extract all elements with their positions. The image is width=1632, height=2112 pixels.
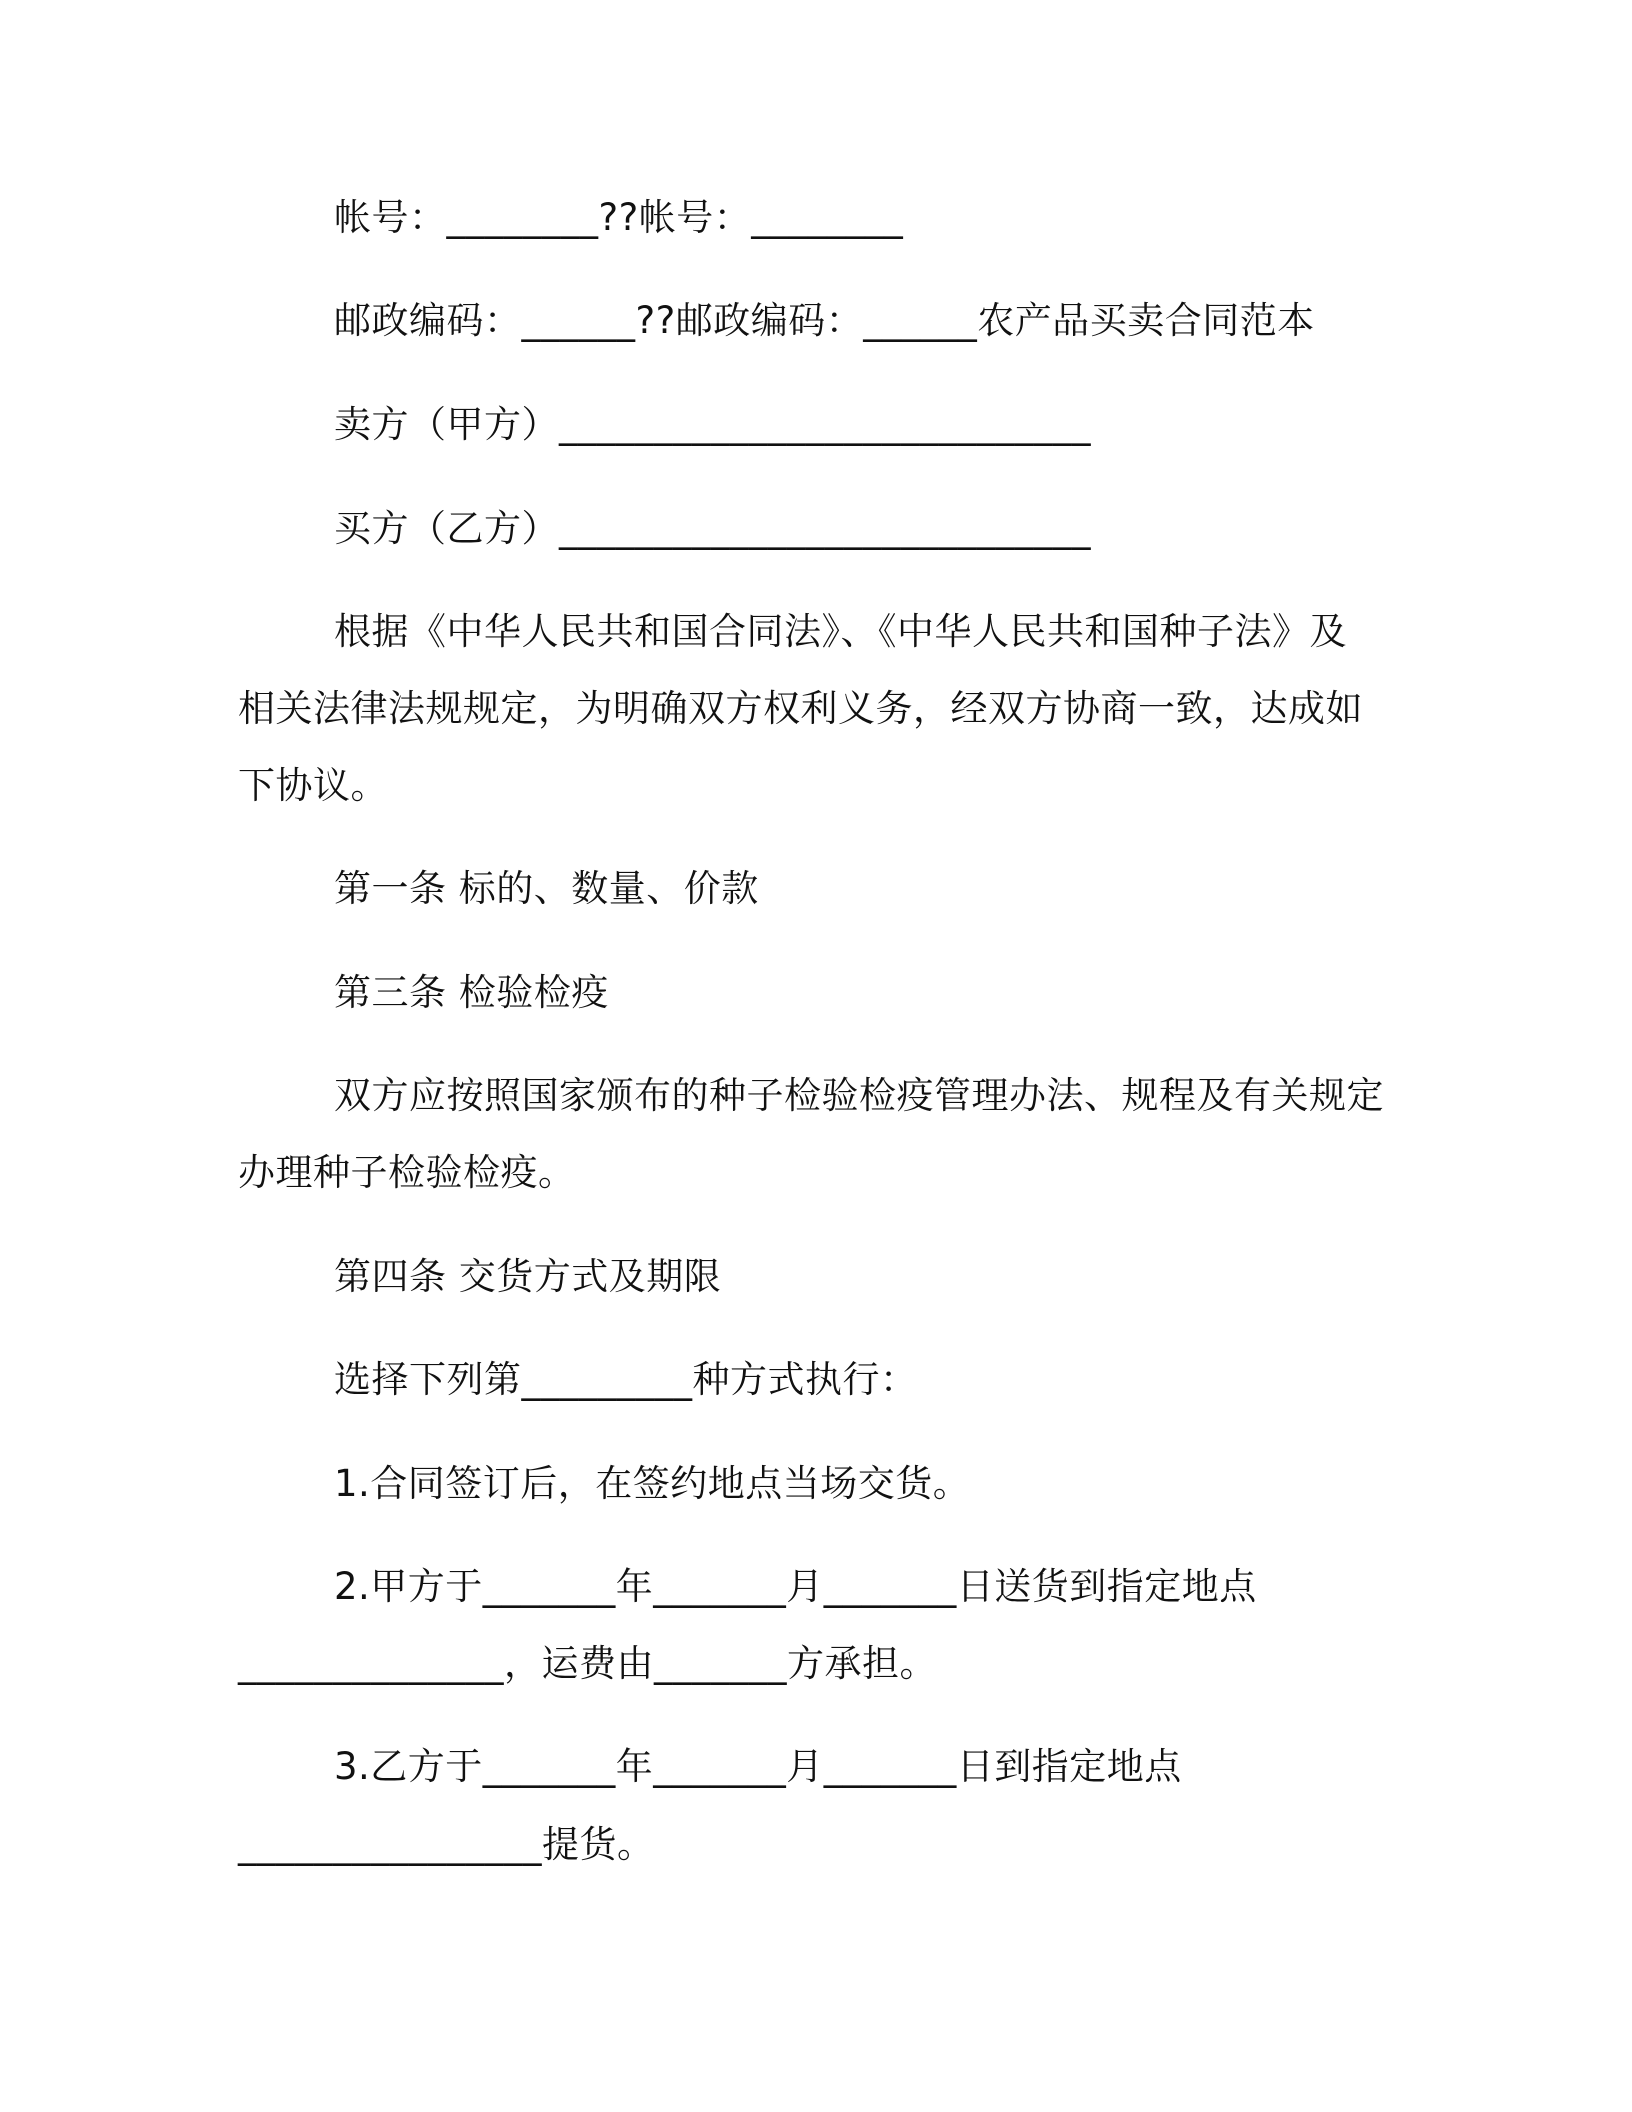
seller-line: 卖方（甲方）____________________________ bbox=[334, 403, 1091, 446]
delivery-option-3-line-2: ________________提货。 bbox=[238, 1823, 655, 1866]
delivery-option-1: 1.合同签订后，在签约地点当场交货。 bbox=[334, 1462, 971, 1505]
inspection-line-2: 办理种子检验检疫。 bbox=[238, 1151, 576, 1194]
delivery-choice-line: 选择下列第_________种方式执行： bbox=[334, 1358, 918, 1401]
article-3-heading: 第三条 检验检疫 bbox=[334, 971, 609, 1014]
delivery-option-2-line-1: 2.甲方于_______年_______月_______日送货到指定地点 bbox=[334, 1565, 1257, 1608]
buyer-line: 买方（乙方）____________________________ bbox=[334, 507, 1091, 550]
inspection-line-1: 双方应按照国家颁布的种子检验检疫管理办法、规程及有关规定 bbox=[334, 1074, 1384, 1117]
article-4-heading: 第四条 交货方式及期限 bbox=[334, 1255, 722, 1298]
delivery-option-3-line-1: 3.乙方于_______年_______月_______日到指定地点 bbox=[334, 1745, 1182, 1788]
article-1-heading: 第一条 标的、数量、价款 bbox=[334, 867, 759, 910]
delivery-option-2-line-2: ______________，运费由_______方承担。 bbox=[238, 1642, 937, 1685]
account-line: 帐号：________??帐号：________ bbox=[334, 196, 904, 239]
preamble-line-2: 相关法律法规规定，为明确双方权利义务，经双方协商一致，达成如 bbox=[238, 687, 1363, 730]
preamble-line-3: 下协议。 bbox=[238, 764, 388, 807]
postal-code-line: 邮政编码：______??邮政编码：______农产品买卖合同范本 bbox=[334, 299, 1315, 342]
preamble-line-1: 根据《中华人民共和国合同法》、《中华人民共和国种子法》及 bbox=[334, 610, 1347, 653]
